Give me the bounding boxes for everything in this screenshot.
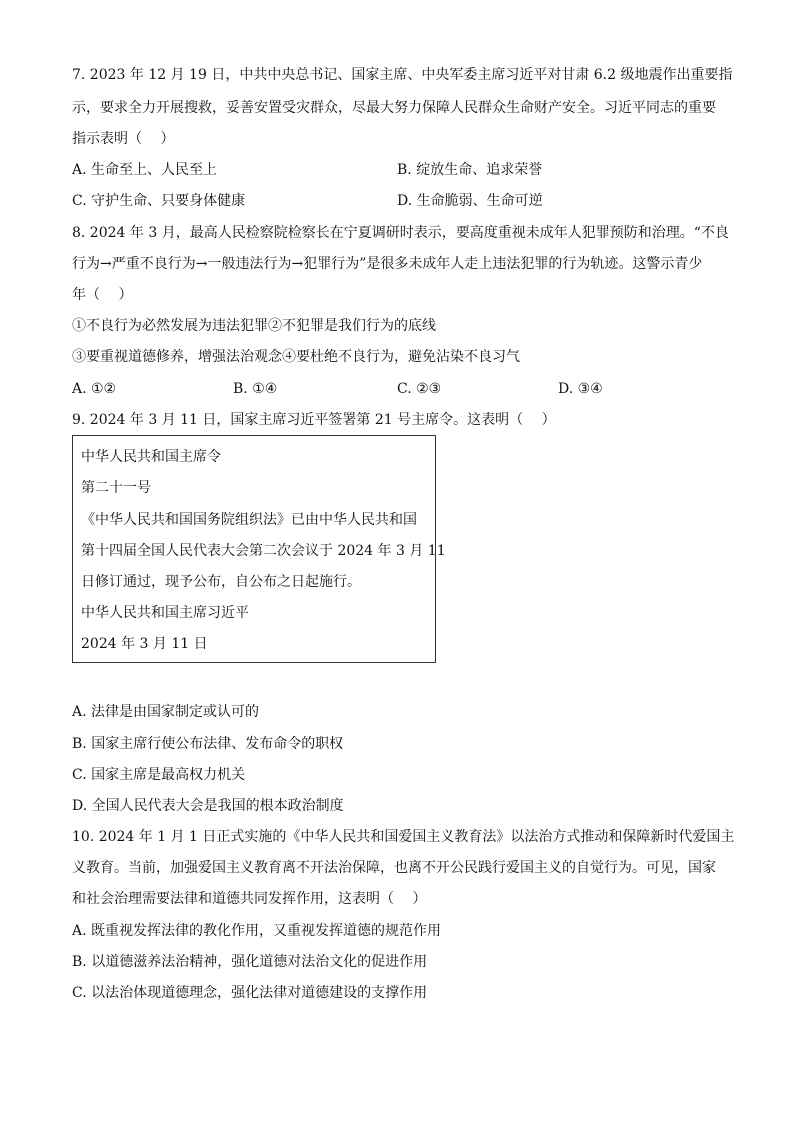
q10-stem-line-2: 义教育。当前，加强爱国主义教育离不开法治保障，也离不开公民践行爱国主义的自觉行为。可见，国家 (72, 860, 716, 876)
q8-option-c: C. ②③ (397, 381, 442, 397)
decree-line-7: 2024 年 3 月 11 日 (81, 636, 208, 652)
q8-stem-line-2: 行为→严重不良行为→一般违法行为→犯罪行为”是很多未成年人走上违法犯罪的行为轨迹。这警示青少 (72, 256, 703, 272)
decree-line-4: 第十四届全国人民代表大会第二次会议于 2024 年 3 月 11 (81, 543, 446, 559)
decree-line-2: 第二十一号 (81, 480, 151, 496)
decree-line-1: 中华人民共和国主席令 (81, 449, 221, 465)
q9-option-c: C. 国家主席是最高权力机关 (72, 767, 246, 783)
q9-option-b: B. 国家主席行使公布法律、发布命令的职权 (72, 736, 344, 752)
q7-option-c: C. 守护生命、只要身体健康 (72, 193, 246, 209)
q7-option-b: B. 绽放生命、追求荣誉 (397, 162, 543, 178)
q10-option-a: A. 既重视发挥法律的教化作用，又重视发挥道德的规范作用 (72, 923, 442, 939)
q7-stem-line-3: 指示表明（ ） (72, 131, 175, 147)
q7-stem-line-2: 示，要求全力开展搜救，妥善安置受灾群众，尽最大努力保障人民群众生命财产安全。习近平同志的重要 (72, 100, 716, 116)
decree-line-6: 中华人民共和国主席习近平 (81, 605, 249, 621)
q10-option-c: C. 以法治体现道德理念，强化法律对道德建设的支撑作用 (72, 985, 428, 1001)
q7-option-a: A. 生命至上、人民至上 (72, 162, 218, 178)
decree-box (72, 435, 446, 663)
q8-option-a: A. ①② (72, 381, 117, 397)
q7-stem-line-1: 7. 2023 年 12 月 19 日，中共中央总书记、国家主席、中央军委主席习近平对甘肃 6.2 级地震作出重要指 (72, 67, 733, 83)
q10-stem-line-1: 10. 2024 年 1 月 1 日正式实施的《中华人民共和国爱国主义教育法》以法治方式推动和保障新时代爱国主 (72, 829, 735, 845)
q8-statement-2: ③要重视道德修养，增强法治观念④要杜绝不良行为，避免沾染不良习气 (72, 349, 520, 365)
q7-option-d: D. 生命脆弱、生命可逆 (397, 193, 543, 209)
decree-line-3: 《中华人民共和国国务院组织法》已由中华人民共和国 (81, 512, 417, 528)
decree-line-5: 日修订通过，现予公布，自公布之日起施行。 (81, 574, 361, 590)
q8-stem-line-1: 8. 2024 年 3 月，最高人民检察院检察长在宁夏调研时表示，要高度重视未成年人犯罪预防和治理。“不良 (72, 225, 729, 241)
q8-statement-1: ①不良行为必然发展为违法犯罪②不犯罪是我们行为的底线 (72, 318, 436, 334)
q8-stem-line-3: 年（ ） (72, 287, 133, 303)
q8-option-d: D. ③④ (558, 381, 603, 397)
q9-option-d: D. 全国人民代表大会是我国的根本政治制度 (72, 798, 344, 814)
q10-option-b: B. 以道德滋养法治精神，强化道德对法治文化的促进作用 (72, 954, 428, 970)
q10-stem-line-3: 和社会治理需要法律和道德共同发挥作用，这表明（ ） (72, 891, 427, 907)
q8-option-b: B. ①④ (233, 381, 278, 397)
q9-option-a: A. 法律是由国家制定或认可的 (72, 704, 260, 720)
q9-stem: 9. 2024 年 3 月 11 日，国家主席习近平签署第 21 号主席令。这表明（ ） (72, 412, 556, 428)
